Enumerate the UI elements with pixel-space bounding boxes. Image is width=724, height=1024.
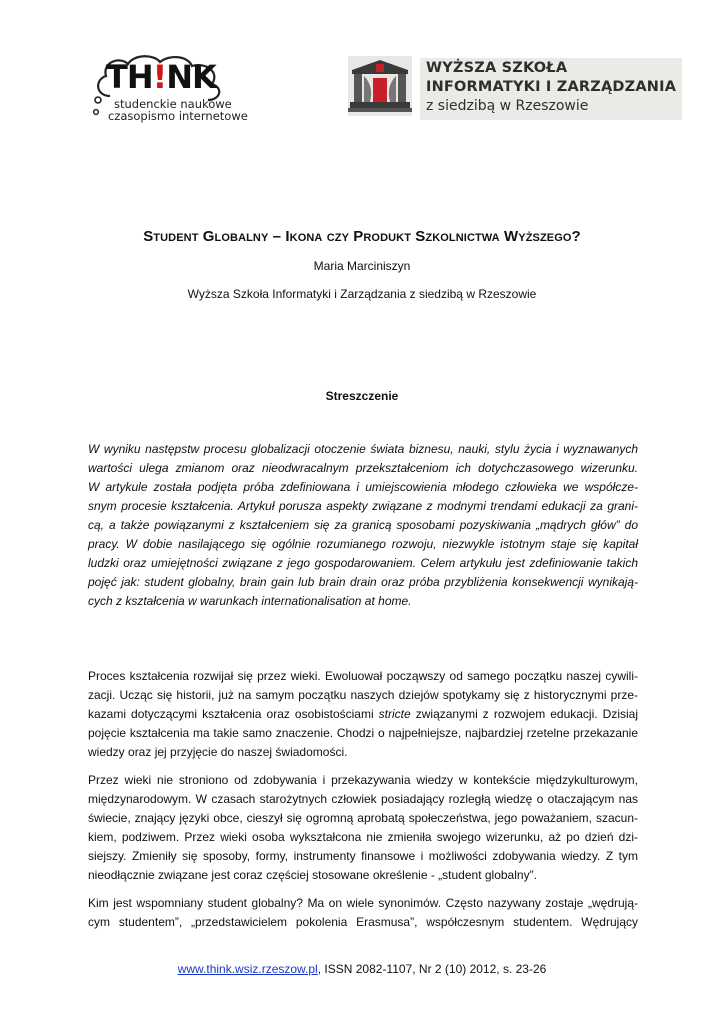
body-line: Kim jest wspomniany student globalny? Ma on wiele synonimów. Często nazywany zostaje „wędrują- [88,896,638,910]
school-name-logo [420,58,682,120]
school-name-line3: z siedzibą w Rzeszowie [426,98,589,114]
article-author: Maria Marciniszyn [313,259,411,273]
body-line: pojęcie kształcenia ma takie samo znaczenie. Chodzi o najpełniejsze, najbardziej rzetelne przekazanie [88,726,638,740]
think-subtitle-line2: czasopismo internetowe [108,109,248,123]
abstract-line: cych z kształcenia w warunkach internationalisation at home. [88,594,412,608]
school-name-line1: WYŻSZA SZKOŁA [426,60,568,76]
think-wordmark: TH!NK [106,58,216,96]
abstract-line: W wyniku następstw procesu globalizacji otoczenie świata biznesu, nauki, stylu życia i wyznawanych [88,442,638,456]
author-affiliation: Wyższa Szkoła Informatyki i Zarządzania z siedzibą w Rzeszowie [187,287,537,301]
think-subtitle-line1: studenckie naukowe [114,97,232,111]
page-footer [0,962,724,976]
abstract-heading: Streszczenie [325,389,399,403]
italic-term: stricte [378,707,411,721]
body-paragraph-1 [88,667,638,762]
abstract-line: wartości ulega zmianom oraz nieodwracalnym przekształceniom ich dotychczasowego wizerunku. [88,461,638,475]
body-line: świecie, znający języki obce, cieszył się ogromną aprobatą społeczeństwa, jego poważaniem, szacun- [88,811,638,825]
body-line: Przez wieki nie stroniono od zdobywania i przekazywania wiedzy w kontekście międzykulturowym, [88,773,638,787]
body-line: międzynarodowym. W czasach starożytnych człowiek posiadający rozległą wiedzę o otaczającym nas [88,792,638,806]
body-line: zacji. Ucząc się historii, już na samym początku naszych dziejów spotykamy się z historycznymi prze- [88,688,638,702]
abstract-line: W artykule została podjęta próba zdefiniowana i umiejscowienia młodego człowieka we współcze- [88,480,638,494]
body-paragraph-3 [88,894,638,932]
university-building-emblem-icon [348,56,412,116]
body-line: cym studentem”, „przedstawicielem pokolenia Erasmusa”, współczesnym studentem. Wędrujący [88,915,638,929]
abstract-line: snym procesie kształcenia. Artykuł porusza aspekty związane z modnymi trendami edukacji za grani- [88,499,638,513]
body-line: wiedzy oraz jej przyjęcie do naszej świadomości. [88,745,348,759]
article-title: Student Globalny – Ikona czy Produkt Szkolnictwa Wyższego? [143,228,581,245]
body-line: nieodłącznie związane jest coraz częściej stosowane określenie - „student globalny”. [88,868,537,882]
abstract-line: cą, a także powiązanymi z kształceniem się za granicą sposobami pozyskiwania „mądrych głów” do [88,518,638,532]
abstract-text [88,440,638,611]
body-line: kiem, podziwem. Przez wieki osoba wykształcona nie zmieniła swojego wizerunku, aż po dzień dzi- [88,830,638,844]
abstract-line: pracy. W dobie nasilającego się ogólnie rozumianego rozwoju, niezwykle istotnym staje się kapitał [88,537,638,551]
school-name-line2: INFORMATYKI I ZARZĄDZANIA [426,79,677,95]
body-paragraph-2 [88,771,638,885]
article-body [88,667,638,941]
journal-website-link[interactable]: www.think.wsiz.rzeszow.pl [177,962,318,976]
think-journal-logo [88,52,256,122]
body-line: Proces kształcenia rozwijał się przez wieki. Ewoluował począwszy od samego początku naszej cywili- [88,669,638,683]
citation-text: , ISSN 2082-1107, Nr 2 (10) 2012, s. 23-26 [317,962,547,976]
body-line: siejszy. Zmieniły się sposoby, formy, instrumenty finansowe i możliwości zdobywania wiedzy. Z tym [88,849,638,863]
abstract-line: pojęć jak: student globalny, brain gain lub brain drain oraz próba przybliżenia konsekwencji wynikają- [88,575,638,589]
body-line-with-italic: kazami dotyczącymi kształcenia oraz osobistościami stricte związanymi z rozwojem edukacji. Dzisiaj [88,707,638,721]
abstract-line: ludzki oraz umiejętności związane z jego gospodarowaniem. Celem artykułu jest zdefiniowanie takich [88,556,638,570]
